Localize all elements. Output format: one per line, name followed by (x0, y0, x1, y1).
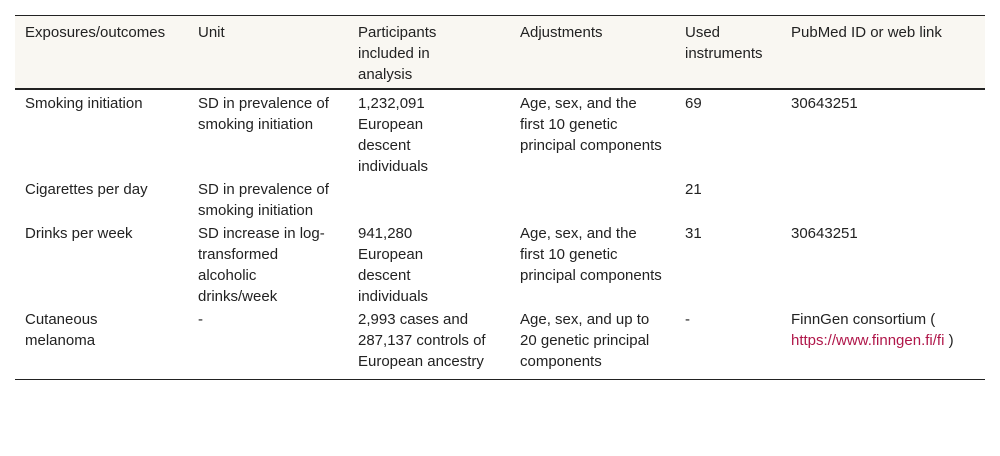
table-row (15, 89, 985, 177)
header-participants: Participants included in analysis (358, 24, 437, 83)
table-row (15, 177, 985, 221)
cell-exposure: Cigarettes per day (25, 181, 148, 198)
cell-unit: SD increase in log-transformed alcoholic drinks/week (198, 225, 325, 305)
header-row (15, 16, 985, 90)
cell-adjustments (510, 177, 675, 221)
exposures-table (15, 15, 985, 380)
finngen-link[interactable]: https://www.finngen.fi/fi (791, 332, 945, 349)
header-unit: Unit (198, 24, 225, 41)
data-table-container (15, 15, 985, 380)
cell-instruments: - (685, 311, 690, 328)
cell-instruments: 69 (685, 95, 702, 112)
header-pubmed: PubMed ID or web link (791, 24, 942, 41)
cell-participants (348, 177, 510, 221)
table-body (15, 89, 985, 380)
cell-exposure: Drinks per week (25, 225, 133, 242)
cell-participants: 1,232,091 European descent individuals (358, 95, 429, 175)
cell-unit: SD in prevalence of smoking initiation (198, 95, 329, 133)
cell-pubmed: 30643251 (791, 95, 858, 112)
cell-exposure: Smoking initiation (25, 95, 143, 112)
table-row (15, 221, 985, 307)
header-exposures: Exposures/outcomes (25, 24, 166, 41)
table-row (15, 307, 985, 380)
cell-instruments: 21 (685, 181, 702, 198)
cell-pubmed (781, 307, 985, 380)
table-header (15, 16, 985, 90)
cell-adjustments: Age, sex, and the first 10 genetic principal components (520, 95, 662, 154)
cell-unit: - (198, 311, 203, 328)
header-instruments: Used instruments (685, 24, 763, 62)
cell-participants: 941,280 European descent individuals (358, 225, 429, 305)
cell-adjustments: Age, sex, and up to 20 genetic principal components (520, 311, 650, 370)
cell-instruments: 31 (685, 225, 702, 242)
cell-unit: SD in prevalence of smoking initiation (198, 181, 329, 219)
cell-pubmed: 30643251 (791, 225, 858, 242)
cell-adjustments: Age, sex, and the first 10 genetic principal components (520, 225, 662, 284)
cell-pubmed (781, 177, 985, 221)
finngen-close-paren: ) (944, 332, 954, 349)
cell-exposure: Cutaneous melanoma (25, 311, 98, 349)
header-adjustments: Adjustments (520, 24, 603, 41)
finngen-label: FinnGen consortium ( (791, 311, 936, 328)
cell-participants: 2,993 cases and 287,137 controls of European ancestry (358, 311, 486, 370)
